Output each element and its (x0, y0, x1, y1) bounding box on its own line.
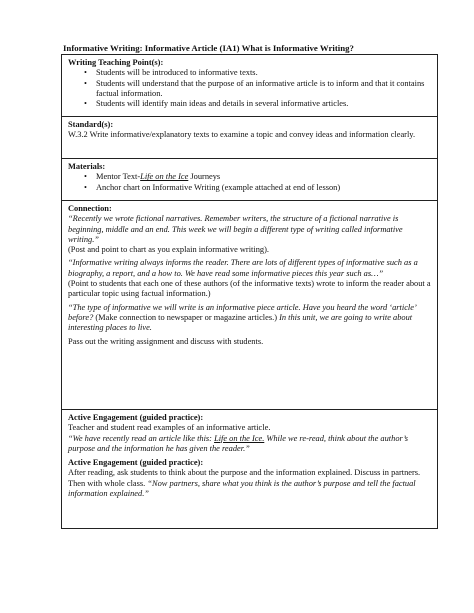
engagement-quote-part: While we re-read, think about the author’s purpose and the information he has given the reader.” (68, 433, 409, 453)
engagement-text: After reading, ask students to think about the purpose and the information explained. Discuss in partners. Then with whole class. (68, 468, 421, 488)
connection-section (62, 201, 437, 410)
engagement-quote (68, 434, 432, 455)
active-engagement-section (62, 410, 437, 528)
standards-heading: Standard(s): (68, 120, 114, 129)
materials-section (62, 159, 437, 201)
connection-note: (Post and point to chart as you explain informative writing). (68, 245, 269, 255)
document-title: Informative Writing: Informative Article (IA1) What is Informative Writing? (63, 43, 354, 53)
mentor-text-suffix: Journeys (188, 172, 221, 182)
teaching-points-section (62, 55, 437, 117)
engagement-text: Teacher and student read examples of an informative article. (68, 423, 271, 433)
teaching-points-heading: Writing Teaching Point(s): (68, 58, 164, 67)
engagement-heading: Active Engagement (guided practice): (68, 458, 204, 468)
mentor-text-item (68, 172, 432, 182)
anchor-chart-item: • Anchor chart on Informative Writing (example attached at end of lesson) (68, 183, 432, 193)
connection-quote: In this unit, we are going to write about interesting places to live. (68, 312, 413, 333)
teaching-point-item: • Students will understand that the purpose of an informative article is to inform and that it contains factual information. (68, 79, 432, 100)
connection-quote: “Informative writing always informs the reader. There are lots of different types of informative such as a biography, a report, and a how to. We have read some informative pieces this year such as…” (68, 258, 418, 278)
teaching-point-item: • Students will identify main ideas and details in several informative articles. (68, 99, 432, 109)
connection-quote: “Recently we wrote fictional narratives. Remember writers, the structure of a fictional narrative is beginning, middle and an end. This week we will begin a different type of writing called informative writing.” (68, 214, 403, 244)
mentor-text-prefix: Mentor Text- (96, 172, 141, 182)
connection-quote-with-note (68, 303, 432, 334)
mentor-text-title: Life on the Ice (140, 172, 189, 182)
standards-section (62, 117, 437, 159)
teaching-point-item: • Students will be introduced to informative texts. (68, 68, 432, 78)
engagement-heading: Active Engagement (guided practice): (68, 413, 204, 422)
connection-quote: “The type of informative we will write is an informative piece article. Have you heard the word ‘article’ before? (68, 302, 416, 322)
connection-note: (Make connection to newspaper or magazine articles.) (95, 312, 277, 322)
engagement-quote-part: “We have recently read an article like this: (68, 433, 215, 443)
connection-pass-out: Pass out the writing assignment and discuss with students. (68, 336, 264, 346)
engagement-quote: “Now partners, share what you think is the author’s purpose and tell the factual information explained.” (68, 478, 416, 499)
engagement-quote-title: Life on the Ice. (214, 433, 265, 443)
materials-heading: Materials: (68, 162, 106, 171)
connection-heading: Connection: (68, 204, 112, 213)
connection-note: (Point to students that each one of these authors (of the informative texts) wrote to inform the reader about a particular topic using factual information.) (68, 279, 431, 299)
lesson-plan-table (61, 54, 438, 529)
engagement-text-with-quote (68, 468, 432, 499)
standards-text: W.3.2 Write informative/explanatory texts to examine a topic and convey ideas and information clearly. (68, 130, 416, 140)
